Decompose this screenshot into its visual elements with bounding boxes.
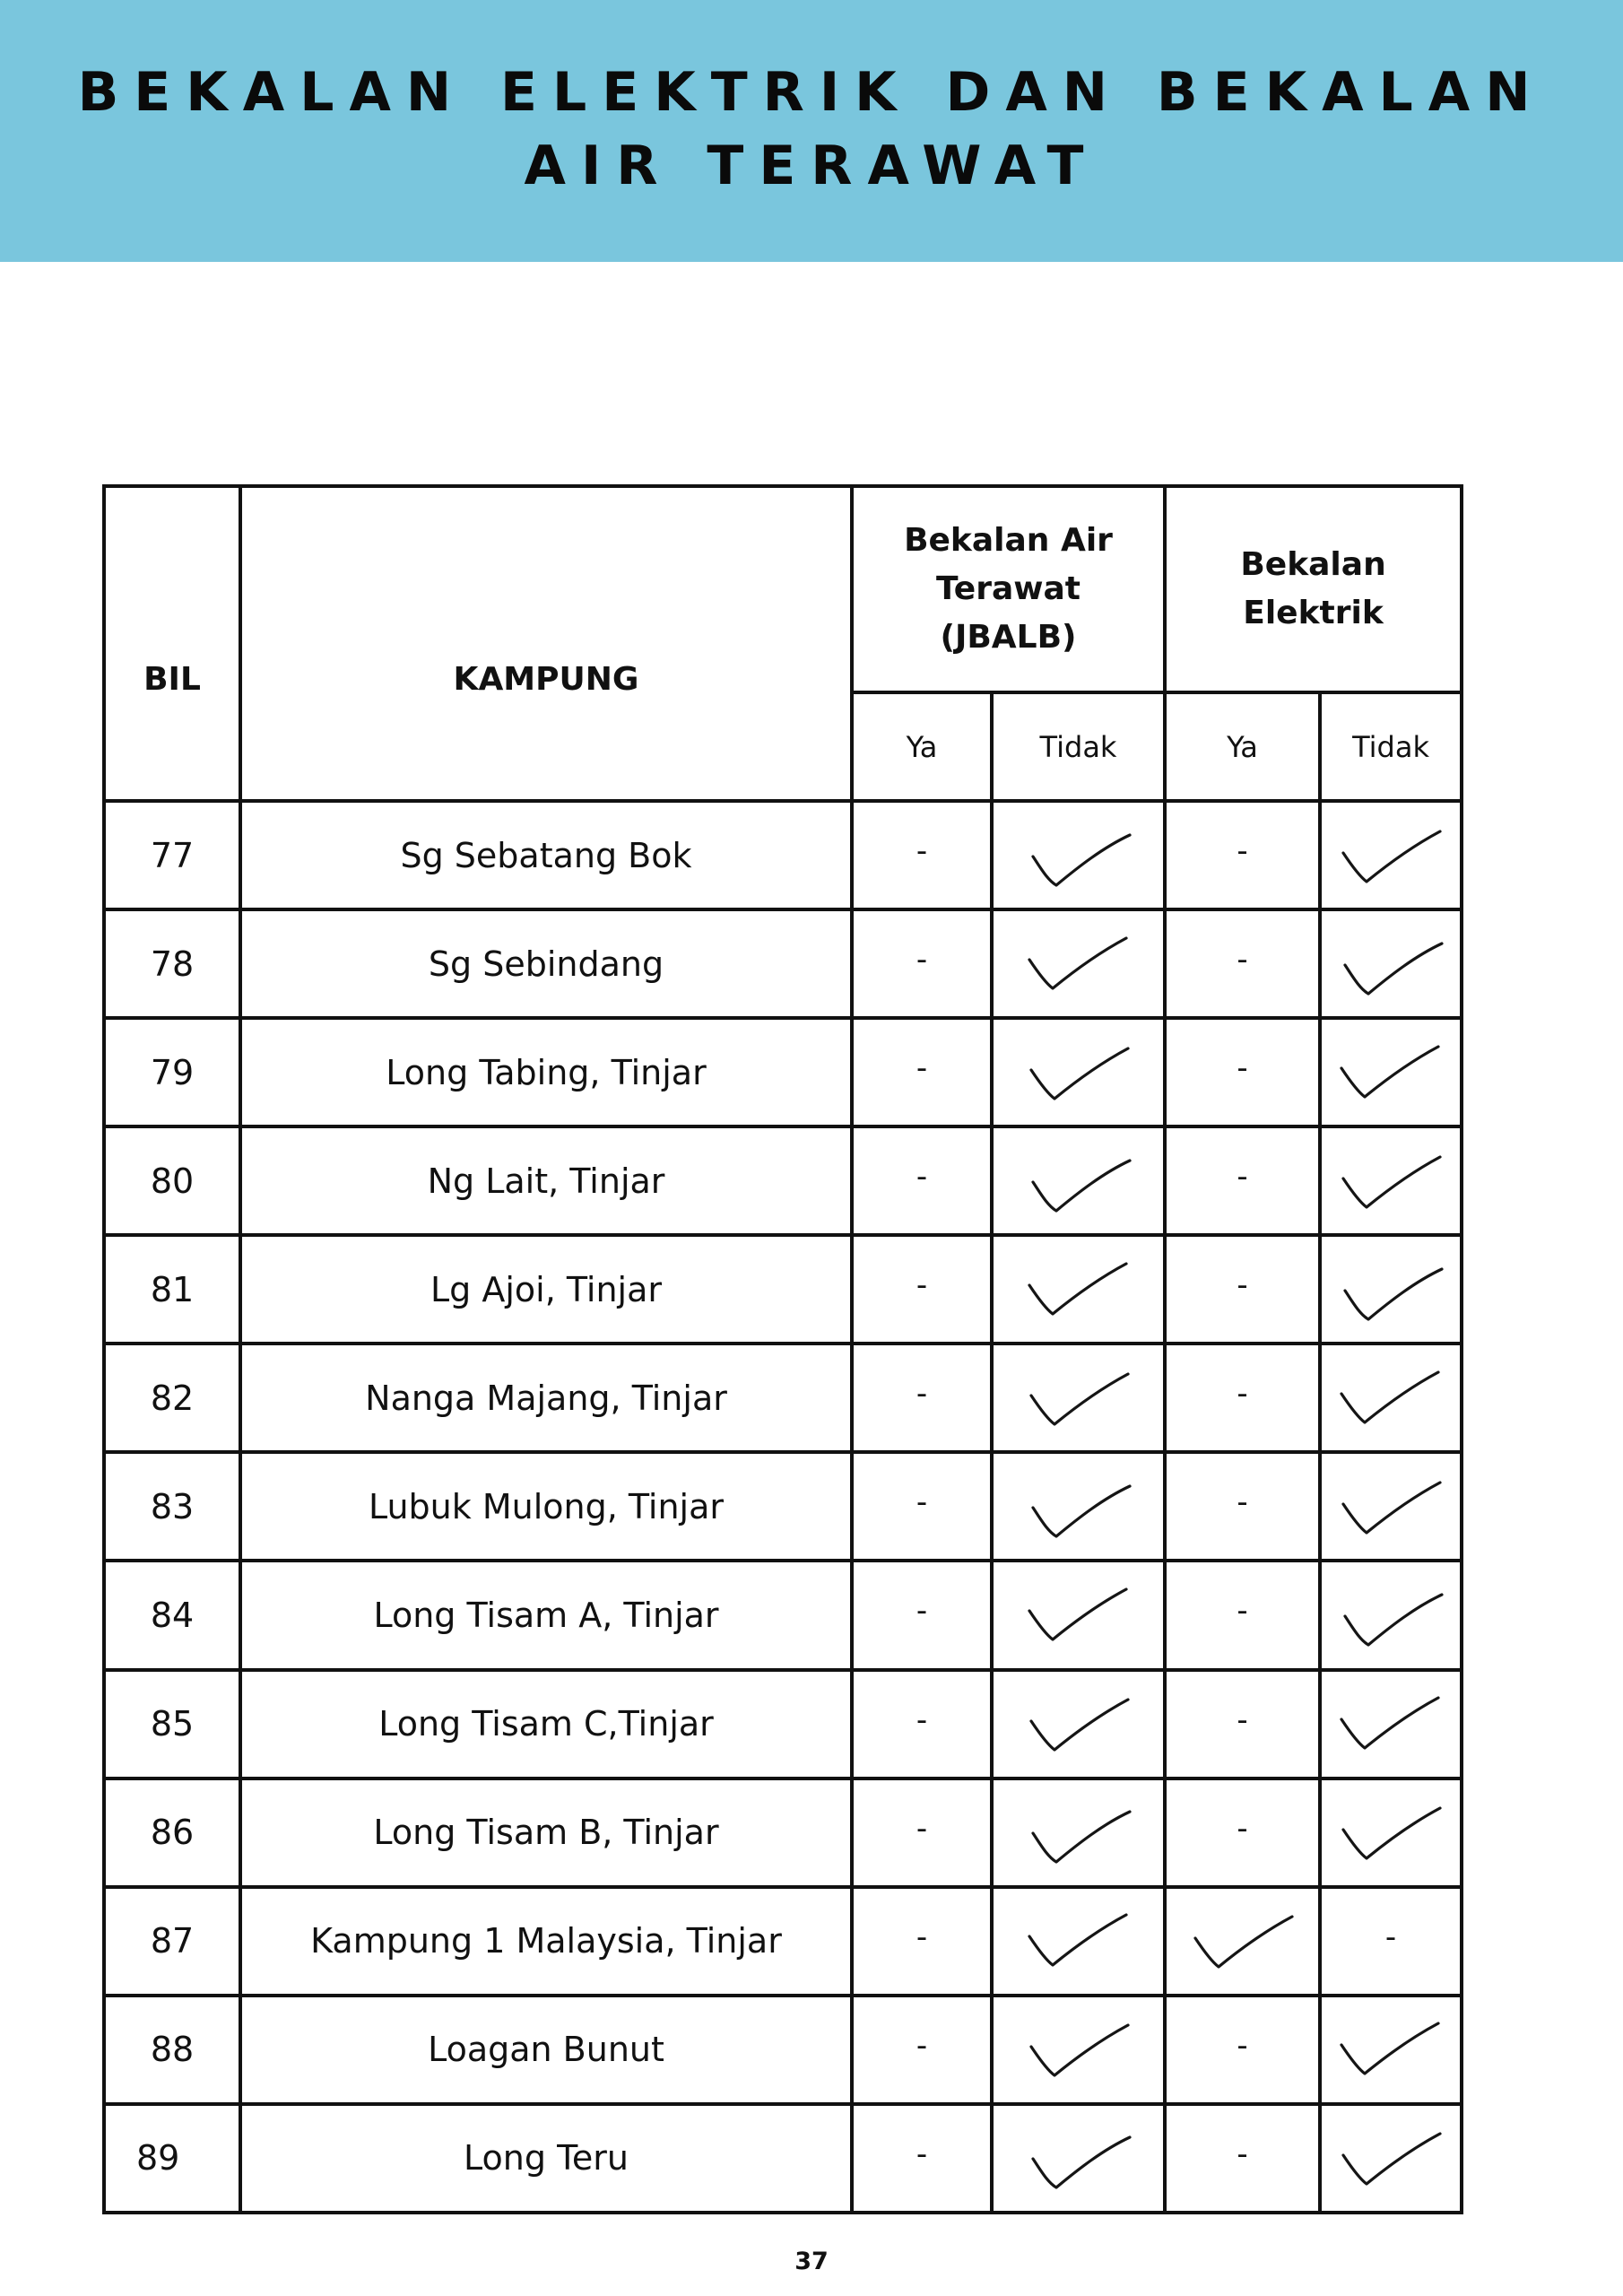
cell-kampung: Lubuk Mulong, Tinjar [240,1452,852,1561]
checkmark-icon [1020,1143,1137,1220]
cell-elec-tidak [1320,1126,1462,1235]
cell-bil: 84 [104,1561,240,1669]
table-row [104,1779,1462,1887]
cell-water-tidak [992,909,1165,1018]
checkmark-icon [1020,817,1137,894]
cell-bil: 83 [104,1452,240,1561]
cell-bil: 81 [104,1235,240,1344]
checkmark-icon [1332,2119,1449,2196]
checkmark-icon [1332,1794,1449,1871]
checkmark-icon [1185,1902,1301,1979]
cell-bil: 86 [104,1779,240,1887]
cell-elec-tidak [1320,1235,1462,1344]
page-number: 37 [794,2248,829,2275]
cell-kampung: Kampung 1 Malaysia, Tinjar [240,1887,852,1996]
cell-water-tidak [992,1452,1165,1561]
cell-elec-ya [1165,1887,1320,1996]
cell-bil: 79 [104,1018,240,1126]
cell-kampung: Long Tisam C,Tinjar [240,1670,852,1779]
checkmark-icon [1332,2011,1449,2088]
cell-water-ya: - [852,1996,992,2104]
cell-elec-tidak [1320,1018,1462,1126]
cell-elec-ya: - [1165,1235,1320,1344]
cell-elec-tidak [1320,1344,1462,1452]
cell-water-tidak [992,1996,1165,2104]
cell-elec-ya: - [1165,909,1320,1018]
header-electric-supply: Bekalan Elektrik [1165,486,1462,692]
table-row [104,909,1462,1018]
cell-elec-ya: - [1165,1452,1320,1561]
cell-elec-ya: - [1165,2104,1320,2213]
checkmark-icon [1020,926,1137,1003]
cell-bil: 77 [104,801,240,909]
village-supply-table [102,484,1463,2214]
checkmark-icon [1332,1251,1449,1328]
cell-kampung: Lg Ajoi, Tinjar [240,1235,852,1344]
cell-water-ya: - [852,2104,992,2213]
cell-kampung: Ng Lait, Tinjar [240,1126,852,1235]
cell-elec-ya: - [1165,1126,1320,1235]
checkmark-icon [1020,1034,1137,1111]
table-row [104,1561,1462,1669]
cell-water-ya: - [852,801,992,909]
page-title-line-2: AIR TERAWAT [524,135,1099,197]
header-electric-tidak: Tidak [1320,692,1462,801]
checkmark-icon [1332,817,1449,894]
table-row [104,1344,1462,1452]
checkmark-icon [1332,926,1449,1003]
checkmark-icon [1332,1143,1449,1220]
cell-elec-ya: - [1165,1779,1320,1887]
cell-bil: 80 [104,1126,240,1235]
cell-elec-ya: - [1165,1996,1320,2104]
cell-elec-tidak [1320,1996,1462,2104]
cell-kampung: Loagan Bunut [240,1996,852,2104]
cell-elec-tidak [1320,2104,1462,2213]
header-water-tidak: Tidak [992,692,1165,801]
cell-elec-ya: - [1165,1670,1320,1779]
header-electric-ya: Ya [1165,692,1320,801]
cell-water-ya: - [852,1887,992,1996]
cell-elec-tidak [1320,801,1462,909]
cell-water-ya: - [852,1018,992,1126]
cell-water-ya: - [852,1126,992,1235]
cell-water-tidak [992,1561,1165,1669]
table-row [104,1235,1462,1344]
page-title-line-1: BEKALAN ELEKTRIK DAN BEKALAN [77,61,1546,124]
cell-kampung: Sg Sebindang [240,909,852,1018]
table-row [104,1887,1462,1996]
checkmark-icon [1020,1468,1137,1545]
cell-kampung: Long Tisam A, Tinjar [240,1561,852,1669]
checkmark-icon [1020,1360,1137,1437]
header-water-supply: Bekalan Air Terawat (JBALB) [852,486,1165,692]
cell-elec-ya: - [1165,1561,1320,1669]
cell-kampung: Nanga Majang, Tinjar [240,1344,852,1452]
cell-elec-ya: - [1165,801,1320,909]
cell-elec-tidak [1320,909,1462,1018]
checkmark-icon [1332,1468,1449,1545]
checkmark-icon [1020,1251,1137,1328]
cell-elec-tidak [1320,1452,1462,1561]
checkmark-icon [1020,1577,1137,1654]
cell-elec-tidak: - [1320,1887,1462,1996]
cell-water-tidak [992,1887,1165,1996]
cell-elec-tidak [1320,1561,1462,1669]
cell-elec-tidak [1320,1670,1462,1779]
cell-water-ya: - [852,1670,992,1779]
header-bil: BIL [104,486,240,801]
cell-water-ya: - [852,1561,992,1669]
cell-water-tidak [992,1779,1165,1887]
cell-water-tidak [992,1235,1165,1344]
cell-kampung: Long Teru [240,2104,852,2213]
table-row [104,1996,1462,2104]
cell-kampung: Sg Sebatang Bok [240,801,852,909]
cell-elec-ya: - [1165,1018,1320,1126]
cell-bil: 85 [104,1670,240,1779]
cell-bil: 87 [104,1887,240,1996]
checkmark-icon [1020,1902,1137,1979]
cell-water-tidak [992,801,1165,909]
checkmark-icon [1332,1034,1449,1111]
checkmark-icon [1332,1685,1449,1762]
checkmark-icon [1020,1685,1137,1762]
checkmark-icon [1332,1577,1449,1654]
cell-bil: 89 [104,2104,240,2213]
cell-water-tidak [992,1126,1165,1235]
header-kampung: KAMPUNG [240,486,852,801]
table-row [104,1018,1462,1126]
table-row [104,1452,1462,1561]
table-row [104,1670,1462,1779]
checkmark-icon [1332,1360,1449,1437]
cell-elec-ya: - [1165,1344,1320,1452]
table-row [104,1126,1462,1235]
cell-bil: 88 [104,1996,240,2104]
cell-water-ya: - [852,909,992,1018]
cell-kampung: Long Tisam B, Tinjar [240,1779,852,1887]
header-water-ya: Ya [852,692,992,801]
cell-water-ya: - [852,1779,992,1887]
cell-water-tidak [992,1344,1165,1452]
cell-water-ya: - [852,1452,992,1561]
checkmark-icon [1020,1794,1137,1871]
table-row [104,801,1462,909]
table-body [104,801,1462,2213]
cell-elec-tidak [1320,1779,1462,1887]
cell-water-tidak [992,1018,1165,1126]
cell-water-ya: - [852,1344,992,1452]
cell-bil: 78 [104,909,240,1018]
cell-bil: 82 [104,1344,240,1452]
cell-kampung: Long Tabing, Tinjar [240,1018,852,1126]
checkmark-icon [1020,2119,1137,2196]
cell-water-ya: - [852,1235,992,1344]
cell-water-tidak [992,1670,1165,1779]
cell-water-tidak [992,2104,1165,2213]
page-title [0,56,1623,203]
table-row [104,2104,1462,2213]
checkmark-icon [1020,2011,1137,2088]
